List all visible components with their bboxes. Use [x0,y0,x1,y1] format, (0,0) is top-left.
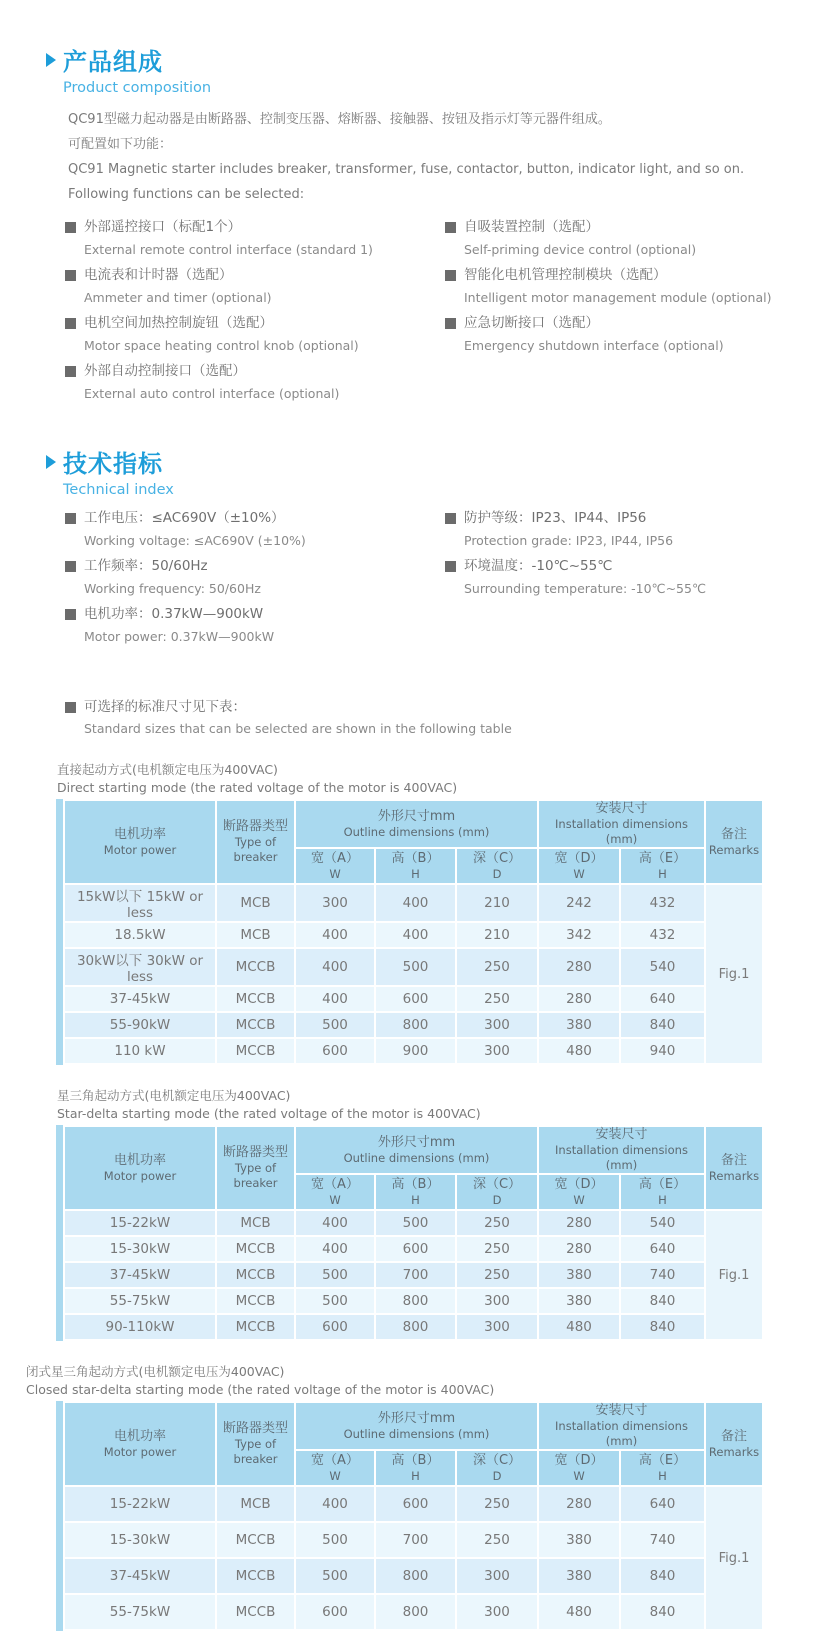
table-cell: 840 [621,1315,704,1339]
table-row [65,1559,762,1593]
table-cell: 800 [376,1013,455,1037]
header-motor-power: 电机功率 Motor power [65,801,215,883]
table-cell: 380 [539,1013,619,1037]
table-cell: 300 [457,1559,537,1593]
feature-item [65,264,445,309]
feature-list [65,216,830,408]
table-cell: MCCB [217,949,294,985]
bullet-square-icon [445,513,456,524]
header-remarks: 备注 Remarks [706,1403,762,1485]
table-row [65,1263,762,1287]
feature-label-zh: 应急切断接口（选配） [464,315,599,331]
table-intro-zh: 直接起动方式(电机额定电压为400VAC) [57,762,278,777]
spec-label-zh: 防护等级：IP23、IP44、IP56 [464,510,647,526]
table2-intro [57,1087,830,1123]
header-height-b: 高（B） H [376,1451,455,1485]
table-cell: 280 [539,1487,619,1521]
table-row [65,1523,762,1557]
header-outline-dims: 外形尺寸mm Outline dimensions (mm) [296,801,537,847]
table-cell: 250 [457,1487,537,1521]
table-cell: 242 [539,885,619,921]
bullet-square-icon [65,561,76,572]
feature-label-en: Emergency shutdown interface (optional) [464,338,724,353]
header-height-b: 高（B） H [376,849,455,883]
table-cell: MCB [217,923,294,947]
table-cell: 900 [376,1039,455,1063]
direct-starting-table [56,799,764,1065]
spec-item [65,603,445,648]
header-install-dims: 安装尺寸 Installation dimensions (mm) [539,1127,704,1173]
table-cell: 380 [539,1289,619,1313]
table-row [65,1315,762,1339]
table-row [65,1211,762,1235]
feature-label-zh: 电流表和计时器（选配） [84,267,233,283]
spec-label-zh: 工作频率：50/60Hz [84,558,208,574]
feature-label-zh: 电机空间加热控制旋钮（选配） [84,315,273,331]
table-cell: 55-75kW [65,1289,215,1313]
table-cell: 640 [621,987,704,1011]
feature-column-left [65,216,445,408]
table-cell: MCB [217,885,294,921]
table-cell: 300 [457,1595,537,1629]
spec-label-en: Working frequency: 50/60Hz [84,581,261,596]
technical-index-heading [46,444,830,479]
table-cell: 280 [539,987,619,1011]
header-remarks: 备注 Remarks [706,1127,762,1209]
table-row [65,885,762,921]
table-cell: 210 [457,923,537,947]
table-cell: 840 [621,1559,704,1593]
spec-column-left [65,507,445,651]
feature-item [65,216,445,261]
table-cell: 600 [376,1487,455,1521]
table-row [65,923,762,947]
table-cell: 740 [621,1523,704,1557]
table-cell: 500 [376,1211,455,1235]
feature-label-zh: 外部遥控接口（标配1个） [84,219,242,235]
table-cell: MCCB [217,1237,294,1261]
table-cell: 700 [376,1263,455,1287]
spec-column-right [445,507,830,651]
bullet-square-icon [65,513,76,524]
table-cell: MCCB [217,1013,294,1037]
table-cell: 280 [539,949,619,985]
section-title-en: Technical index [63,482,174,498]
spec-item [445,555,830,600]
table-row [65,1013,762,1037]
table-cell: 300 [457,1289,537,1313]
header-width-a: 宽（A） W [296,849,374,883]
header-depth-c: 深（C） D [457,849,537,883]
table-cell: 300 [296,885,374,921]
table-intro-zh: 闭式星三角起动方式(电机额定电压为400VAC) [26,1364,285,1379]
feature-label-zh: 外部自动控制接口（选配） [84,363,246,379]
header-height-e: 高（E） H [621,849,704,883]
table-cell: MCCB [217,1039,294,1063]
table1-intro [57,761,830,797]
table-row [65,1289,762,1313]
table-cell: 280 [539,1211,619,1235]
table-cell: 600 [296,1595,374,1629]
table-cell: 600 [296,1315,374,1339]
table-cell: 37-45kW [65,1559,215,1593]
spec-label-zh: 电机功率：0.37kW—900kW [84,606,264,622]
table-cell: 300 [457,1039,537,1063]
table-cell: 800 [376,1289,455,1313]
spec-label-zh: 工作电压：≤AC690V（±10%） [84,510,285,526]
header-height-b: 高（B） H [376,1175,455,1209]
table-cell: 940 [621,1039,704,1063]
table-cell: 400 [296,987,374,1011]
header-breaker-type: 断路器类型 Type of breaker [217,1127,294,1209]
feature-label-en: Intelligent motor management module (optional) [464,290,772,305]
table-cell: MCCB [217,1595,294,1629]
table-cell: 500 [296,1013,374,1037]
table-cell: 300 [457,1315,537,1339]
table-cell: 600 [376,987,455,1011]
table3-intro [26,1363,830,1399]
table-cell: 540 [621,949,704,985]
closed-star-delta-table [56,1401,764,1631]
table-cell: MCCB [217,1315,294,1339]
section-title-zh: 技术指标 [63,450,163,478]
table-cell: MCCB [217,1263,294,1287]
header-motor-power: 电机功率 Motor power [65,1403,215,1485]
remarks-cell: Fig.1 [706,1487,762,1629]
table-cell: 480 [539,1039,619,1063]
table-cell: MCCB [217,1289,294,1313]
table-cell: 250 [457,987,537,1011]
product-composition-heading [46,42,830,77]
table-cell: 37-45kW [65,987,215,1011]
table-cell: 250 [457,949,537,985]
table-cell: 432 [621,923,704,947]
table-cell: 432 [621,885,704,921]
table-cell: 380 [539,1559,619,1593]
table-cell: MCCB [217,1523,294,1557]
table-cell: 300 [457,1013,537,1037]
table-cell: 380 [539,1263,619,1287]
bullet-square-icon [445,270,456,281]
table-row [65,1039,762,1063]
table-cell: 55-75kW [65,1595,215,1629]
table-cell: 250 [457,1523,537,1557]
table-cell: MCCB [217,987,294,1011]
table-cell: 500 [296,1559,374,1593]
table-cell: 90-110kW [65,1315,215,1339]
table-cell: 400 [296,1211,374,1235]
table-cell: 700 [376,1523,455,1557]
feature-item [65,360,445,405]
bullet-square-icon [65,366,76,377]
table-cell: 400 [296,1487,374,1521]
bullet-square-icon [445,561,456,572]
table-cell: 480 [539,1315,619,1339]
bullet-square-icon [65,609,76,620]
table-row [65,1487,762,1521]
feature-label-en: External remote control interface (standard 1) [84,242,373,257]
table-cell: 600 [296,1039,374,1063]
spec-item [445,507,830,552]
table-cell: 400 [296,923,374,947]
note-en: Standard sizes that can be selected are shown in the following table [84,721,512,736]
remarks-cell: Fig.1 [706,885,762,1063]
header-width-d: 宽（D） W [539,1451,619,1485]
header-height-e: 高（E） H [621,1175,704,1209]
table-cell: 600 [376,1237,455,1261]
header-breaker-type: 断路器类型 Type of breaker [217,1403,294,1485]
feature-item [445,216,830,261]
header-remarks: 备注 Remarks [706,801,762,883]
header-outline-dims: 外形尺寸mm Outline dimensions (mm) [296,1403,537,1449]
table-cell: 55-90kW [65,1013,215,1037]
spec-label-zh: 环境温度：-10℃~55℃ [464,558,613,574]
table-cell: 15kW以下 15kW or less [65,885,215,921]
table-intro-zh: 星三角起动方式(电机额定电压为400VAC) [57,1088,291,1103]
table-cell: 500 [376,949,455,985]
bullet-square-icon [65,318,76,329]
table-row [65,949,762,985]
table-cell: 18.5kW [65,923,215,947]
table-cell: 250 [457,1237,537,1261]
spec-label-en: Surrounding temperature: -10℃~55℃ [464,581,706,596]
remarks-cell: Fig.1 [706,1211,762,1339]
feature-column-right [445,216,830,408]
table-cell: MCB [217,1487,294,1521]
table-cell: 740 [621,1263,704,1287]
table-cell: 400 [296,949,374,985]
table-cell: 250 [457,1211,537,1235]
section-title-en: Product composition [63,80,212,96]
table-cell: 800 [376,1559,455,1593]
table-cell: 280 [539,1237,619,1261]
bullet-square-icon [65,702,76,713]
intro-line: Following functions can be selected: [68,187,305,202]
feature-label-en: Motor space heating control knob (optional) [84,338,359,353]
table-cell: 840 [621,1289,704,1313]
note-zh: 可选择的标准尺寸见下表： [84,699,246,715]
spec-item [65,555,445,600]
table-cell: 15-22kW [65,1211,215,1235]
table-cell: 640 [621,1487,704,1521]
header-depth-c: 深（C） D [457,1451,537,1485]
table-cell: 400 [296,1237,374,1261]
header-depth-c: 深（C） D [457,1175,537,1209]
table-cell: 540 [621,1211,704,1235]
spec-label-en: Protection grade: IP23, IP44, IP56 [464,533,674,548]
feature-item [445,264,830,309]
table-cell: 500 [296,1263,374,1287]
header-width-a: 宽（A） W [296,1175,374,1209]
bullet-square-icon [445,222,456,233]
feature-label-en: External auto control interface (optional) [84,386,340,401]
spec-label-en: Working voltage: ≤AC690V (±10%) [84,533,306,548]
spec-item [65,507,445,552]
table-row [65,1237,762,1261]
table-intro-en: Star-delta starting mode (the rated voltage of the motor is 400VAC) [57,1106,481,1121]
table-cell: MCB [217,1211,294,1235]
table-cell: 800 [376,1595,455,1629]
section-arrow-icon [46,53,56,67]
intro-line: QC91型磁力起动器是由断路器、控制变压器、熔断器、接触器、按钮及指示灯等元器件组成。 [68,112,611,127]
header-height-e: 高（E） H [621,1451,704,1485]
bullet-square-icon [65,222,76,233]
table-cell: 15-22kW [65,1487,215,1521]
table-cell: MCCB [217,1559,294,1593]
bullet-square-icon [445,318,456,329]
table-row [65,1595,762,1629]
table-cell: 250 [457,1263,537,1287]
header-install-dims: 安装尺寸 Installation dimensions (mm) [539,1403,704,1449]
table-cell: 342 [539,923,619,947]
header-install-dims: 安装尺寸 Installation dimensions (mm) [539,801,704,847]
table-cell: 400 [376,885,455,921]
feature-label-en: Ammeter and timer (optional) [84,290,272,305]
header-breaker-type: 断路器类型 Type of breaker [217,801,294,883]
table-cell: 15-30kW [65,1237,215,1261]
feature-item [445,312,830,357]
product-intro [68,107,830,207]
table-cell: 840 [621,1595,704,1629]
star-delta-table [56,1125,764,1341]
section-arrow-icon [46,455,56,469]
intro-line: QC91 Magnetic starter includes breaker, transformer, fuse, contactor, button, indicator light, and so on. [68,162,745,177]
feature-label-zh: 自吸装置控制（选配） [464,219,599,235]
table-cell: 480 [539,1595,619,1629]
table-cell: 640 [621,1237,704,1261]
header-width-d: 宽（D） W [539,849,619,883]
spec-list [65,507,830,651]
table-intro-en: Direct starting mode (the rated voltage of the motor is 400VAC) [57,780,458,795]
header-motor-power: 电机功率 Motor power [65,1127,215,1209]
table-cell: 30kW以下 30kW or less [65,949,215,985]
table-cell: 37-45kW [65,1263,215,1287]
table-cell: 840 [621,1013,704,1037]
table-cell: 800 [376,1315,455,1339]
table-cell: 500 [296,1523,374,1557]
table-intro-en: Closed star-delta starting mode (the rated voltage of the motor is 400VAC) [26,1382,495,1397]
header-outline-dims: 外形尺寸mm Outline dimensions (mm) [296,1127,537,1173]
standard-size-note [65,697,830,739]
feature-item [65,312,445,357]
section-title-zh: 产品组成 [63,48,163,76]
table-row [65,987,762,1011]
table-cell: 380 [539,1523,619,1557]
feature-label-zh: 智能化电机管理控制模块（选配） [464,267,667,283]
feature-label-en: Self-priming device control (optional) [464,242,697,257]
bullet-square-icon [65,270,76,281]
table-cell: 210 [457,885,537,921]
intro-line: 可配置如下功能： [68,137,173,152]
table-cell: 15-30kW [65,1523,215,1557]
spec-label-en: Motor power: 0.37kW—900kW [84,629,275,644]
header-width-a: 宽（A） W [296,1451,374,1485]
table-cell: 400 [376,923,455,947]
table-cell: 110 kW [65,1039,215,1063]
header-width-d: 宽（D） W [539,1175,619,1209]
table-cell: 500 [296,1289,374,1313]
